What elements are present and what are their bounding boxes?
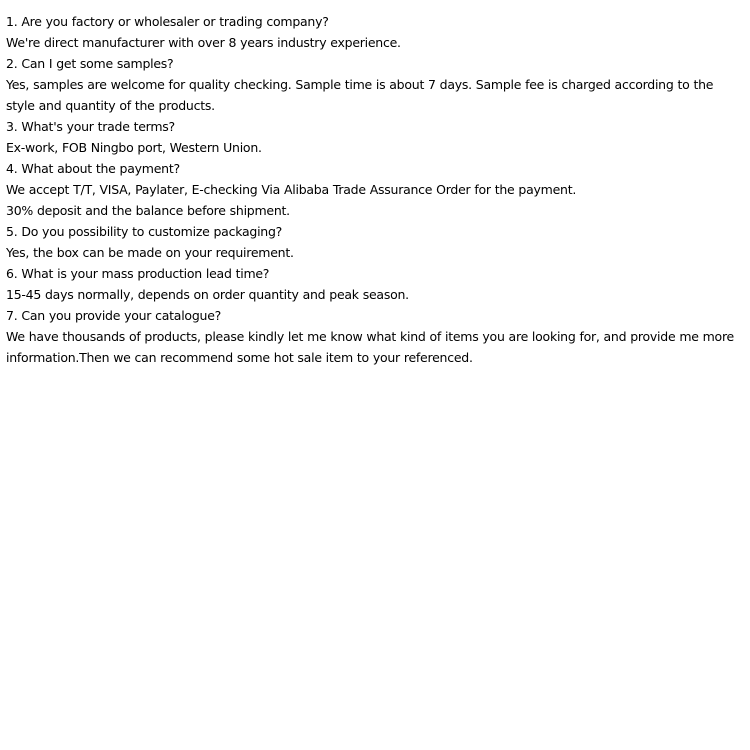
faq-question-7: 7. Can you provide your catalogue? [6,308,222,323]
faq-item-2 [6,53,742,116]
faq-question-2: 2. Can I get some samples? [6,56,174,71]
faq-question-5: 5. Do you possibility to customize packaging? [6,224,283,239]
faq-question-6: 6. What is your mass production lead time? [6,266,270,281]
faq-answer-5: Yes, the box can be made on your requirement. [6,245,294,260]
faq-answer-3: Ex-work, FOB Ningbo port, Western Union. [6,140,262,155]
faq-answer-2: Yes, samples are welcome for quality checking. Sample time is about 7 days. Sample fee is charged according to the style and quantity of the products. [6,77,714,113]
faq-item-5 [6,221,742,263]
faq-item-1 [6,11,742,53]
faq-list [6,11,742,368]
faq-answer-1: We're direct manufacturer with over 8 years industry experience. [6,35,401,50]
faq-item-3 [6,116,742,158]
faq-item-4 [6,158,742,221]
faq-answer-7: We have thousands of products, please kindly let me know what kind of items you are looking for, and provide me more information.Then we can recommend some hot sale item to your referenced. [6,329,735,365]
faq-answer-4-line-1: We accept T/T, VISA, Paylater, E-checking Via Alibaba Trade Assurance Order for the payment. [6,182,577,197]
faq-item-6 [6,263,742,305]
faq-answer-4-line-2: 30% deposit and the balance before shipment. [6,203,290,218]
faq-question-1: 1. Are you factory or wholesaler or trading company? [6,14,329,29]
faq-item-7 [6,305,742,368]
faq-question-3: 3. What's your trade terms? [6,119,175,134]
faq-answer-6: 15-45 days normally, depends on order quantity and peak season. [6,287,409,302]
faq-question-4: 4. What about the payment? [6,161,180,176]
